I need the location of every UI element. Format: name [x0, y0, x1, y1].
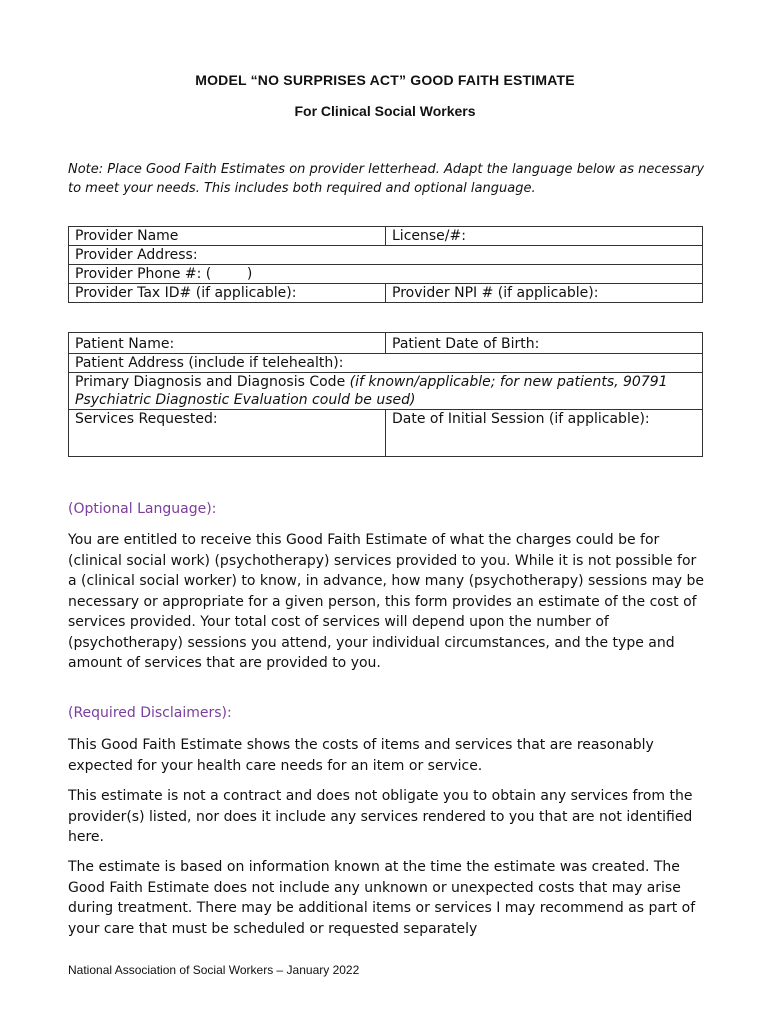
- instruction-note: Note: Place Good Faith Estimates on provider letterhead. Adapt the language below as necessary to meet your needs. This includes both required and optional language.: [68, 162, 705, 196]
- required-disclaimers-heading: (Required Disclaimers):: [68, 705, 232, 721]
- provider-info-table: [68, 226, 703, 303]
- patient-name-cell: Patient Name:: [69, 333, 386, 354]
- provider-tax-id-cell: Provider Tax ID# (if applicable):: [69, 284, 386, 303]
- diagnosis-label: Primary Diagnosis and Diagnosis Code: [75, 374, 350, 390]
- provider-name-cell: Provider Name: [69, 227, 386, 246]
- patient-dob-cell: Patient Date of Birth:: [386, 333, 703, 354]
- disclaimer-paragraph-3: The estimate is based on information known at the time the estimate was created. The Good Faith Estimate does not include any unknown or unexpected costs that may arise during treatment. There may be additional items or services I may recommend as part of your care that must be scheduled or requested separately: [68, 859, 696, 937]
- provider-phone-cell: Provider Phone #: ( ): [69, 265, 703, 284]
- diagnosis-note: (if known/applicable; for new patients, 90791 Psychiatric Diagnostic Evaluation could be used): [75, 374, 668, 408]
- patient-info-table: [68, 332, 703, 457]
- disclaimer-paragraph-1: This Good Faith Estimate shows the costs of items and services that are reasonably expected for your health care needs for an item or service.: [68, 737, 654, 774]
- services-requested-cell: Services Requested:: [69, 410, 386, 457]
- page-footer: National Association of Social Workers – January 2022: [68, 963, 360, 977]
- document-title: MODEL “NO SURPRISES ACT” GOOD FAITH ESTIMATE: [195, 72, 575, 88]
- provider-npi-cell: Provider NPI # (if applicable):: [386, 284, 703, 303]
- disclaimer-paragraph-2: This estimate is not a contract and does not obligate you to obtain any services from the provider(s) listed, nor does it include any services rendered to you that are not identified here.: [68, 788, 693, 845]
- license-cell: License/#:: [386, 227, 703, 246]
- document-subtitle: For Clinical Social Workers: [294, 103, 476, 119]
- optional-language-text: You are entitled to receive this Good Faith Estimate of what the charges could be for (clinical social work) (psychotherapy) services provided to you. While it is not possible for a (clinical social worker) to know, in advance, how many (psychotherapy) sessions may be necessary or appropriate for a given person, this form provides an estimate of the cost of services provided. Your total cost of services will depend upon the number of (psychotherapy) sessions you attend, your individual circumstances, and the type and amount of services that are provided to you.: [68, 532, 705, 671]
- diagnosis-cell: [69, 373, 703, 410]
- provider-address-cell: Provider Address:: [69, 246, 703, 265]
- initial-session-cell: Date of Initial Session (if applicable):: [386, 410, 703, 457]
- optional-language-heading: (Optional Language):: [68, 501, 217, 517]
- patient-address-cell: Patient Address (include if telehealth):: [69, 354, 703, 373]
